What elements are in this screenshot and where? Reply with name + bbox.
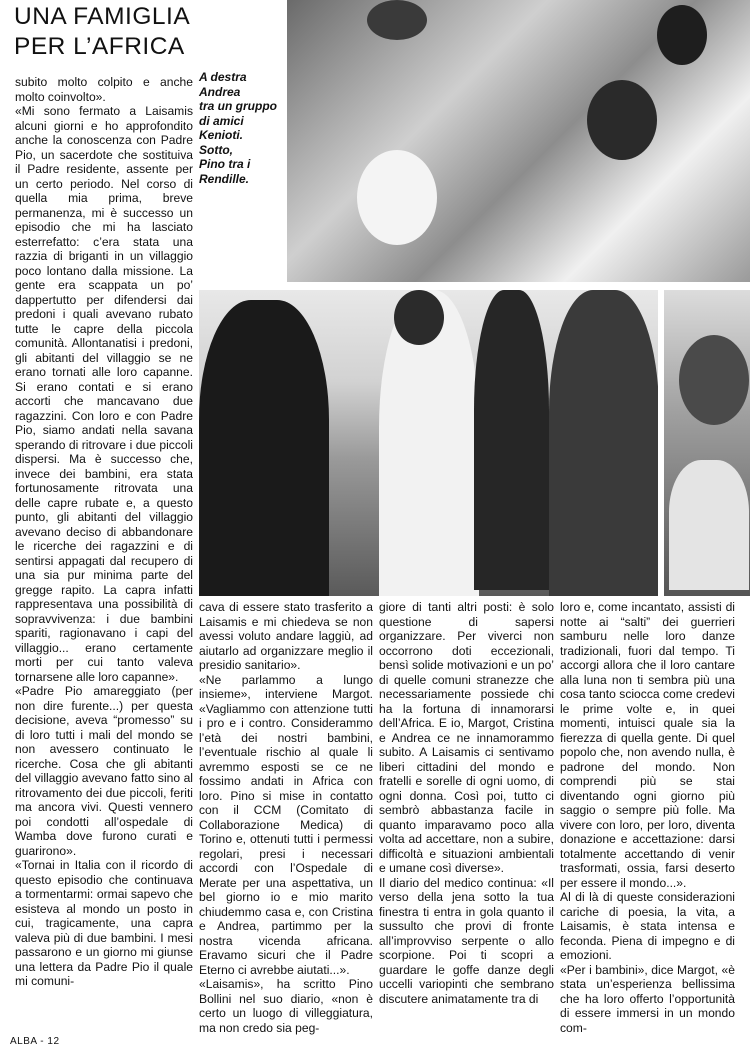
title-line-1: UNA FAMIGLIA — [14, 3, 191, 30]
paragraph: «Tornai in Italia con il ricordo di questo episodio che continuava a tormentarmi: ormai sapevo che esisteva al mondo un posto in cui, tragicamente, una capra valeva più di due bambini. I mesi passarono e un giorno mi giunse una lettera da Padre Pio il quale mi comuni- — [15, 858, 193, 988]
caption-line: Sotto, — [199, 142, 233, 157]
caption-line: A destra — [199, 70, 247, 84]
paragraph: cava di essere stato trasferito a Laisamis e mi chiedeva se non avessi voluto andare laggiù, ad aiutarlo ad organizzare meglio il presidio sanitario». — [199, 600, 373, 672]
article-column-3 — [379, 600, 554, 1006]
paragraph: «Laisamis», ha scritto Pino Bollini nel suo diario, «non è certo un luogo di villeggiatura, ma non credo sia peg- — [199, 977, 373, 1035]
photo-smiling-girl — [664, 290, 750, 596]
paragraph: giore di tanti altri posti: è solo questione di sapersi organizzare. Per viverci non occorrono doti eccezionali, bensì solide motivazioni e un po’ di quelle comuni stranezze che necessariamente possiede chi ha la fortuna di innamorarsi dell’Africa. E io, Margot, Cristina e Andrea ce ne innamorammo subito. A Laisamis ci sentivamo liberi cittadini del mondo e fratelli e sorelle di ogni uomo, di ogni donna. Così poi, tutto ci sembrò abbastanza facile in quanto imparavamo poco alla volta ad accettare, non a subire, difficoltà e situazioni ambientali e umane così diverse». — [379, 600, 554, 875]
caption-line: Kenioti. — [199, 128, 243, 142]
article-title — [14, 2, 282, 62]
page-footer: ALBA - 12 — [10, 1036, 60, 1047]
paragraph: subito molto colpito e anche molto coinvolto». — [15, 75, 193, 104]
paragraph: Al di là di queste considerazioni cariche di poesia, la vita, a Laisamis, è stata intensa e feconda. Piena di impegno e di emozioni. — [560, 890, 735, 962]
article-column-1 — [15, 75, 193, 1020]
photo-andrea-with-kenyan-friends — [287, 0, 750, 282]
paragraph: «Mi sono fermato a Laisamis alcuni giorni e ho approfondito anche la conoscenza con Padre Pio, un sacerdote che sostituiva il Padre residente, assente per un certo periodo. Nel corso di quella mia prima, breve permanenza, mi è successo un episodio che mi ha lasciato esterrefatto: c’era stata una razzia di briganti in un villaggio poco lontano dalla missione. La gente era scappata un po’ dappertutto per difendersi dai predoni i quali avevano rubato tutte le capre della piccola comunità. Allontanatisi i predoni, gli abitanti del villaggio se ne erano tornati alle loro capanne. Si erano contati e si erano accorti che mancavano due ragazzini. Con loro e con Padre Pio, siamo andati nella savana sperando di ritrovare i due piccoli dispersi. Ma è successo che, invece dei bambini, era stata fortunosamente ritrovata una delle capre rubate e, a questo punto, gli abitanti del villaggio avevano deciso di abbandonare le ricerche dei ragazzini e di sentirsi appagati dal recupero di una sia pur minima parte del gregge rapito. La capra infatti rappresentava una possibilità di sopravvivenza: i due bambini spariti, ragionavano i capi del villaggio... erano certamente morti per cui tanto valeva tornarsene alle loro capanne». — [15, 104, 193, 684]
paragraph: Il diario del medico continua: «Il verso della jena sotto la tua finestra ti entra in gola quanto il sussulto che provi di fronte all’improvviso serpente o allo scorpione. Poi ti scopri a guardare le goffe danze degli uccelli variopinti che sembrano discutere animatamente tra di — [379, 875, 554, 1006]
caption-line: Andrea — [199, 84, 241, 99]
paragraph: loro e, come incantato, assisti di notte ai “salti” dei guerrieri samburu nelle loro danze tradizionali, fuori dal tempo. Ti accorgi allora che il loro cantare alla luna non ti sembra più una cosa tanto sciocca come credevi le prime volte e, in quei momenti, intuisci quale sia la fierezza di quella gente. Di quel popolo che, non avendo nulla, è padrone del mondo. Non comprendi più se stai diventando ogni giorno più saggio o sempre più folle. Ma vivere con loro, per loro, diventa donazione e accettazione: darsi totalmente accettando di venir trasformati, ossia, farsi deserto per essere il mondo...». — [560, 600, 735, 890]
caption-line: tra un gruppo — [199, 99, 277, 113]
photo-caption — [199, 70, 281, 186]
paragraph: «Per i bambini», dice Margot, «è stata un’esperienza bellissima che ha loro offerto l’opportunità di essere immersi in un mondo com- — [560, 962, 735, 1035]
caption-line: di amici — [199, 113, 244, 128]
photo-pino-with-rendille — [199, 290, 658, 596]
title-line-2: PER L’AFRICA — [14, 33, 185, 60]
article-column-2 — [199, 600, 373, 1035]
caption-line: Pino tra i — [199, 157, 251, 171]
paragraph: «Padre Pio amareggiato (per non dire furente...) per questa decisione, aveva “promesso” su di loro tutti i mali del mondo se non avessero continuato le ricerche. Cosa che gli abitanti del villaggio avevano fatto sino al ritrovamento dei due piccoli, feriti ma ancora vivi. Questi vennero poi condotti all’ospedale di Wamba dove furono curati e guarirono». — [15, 684, 193, 858]
caption-line: Rendille. — [199, 171, 250, 186]
paragraph: «Ne parlammo a lungo insieme», interviene Margot. «Vagliammo con attenzione tutti i pro e i contro. Considerammo l’età dei nostri bambini, l’eventuale rischio al quale li avremmo esposti se ce ne fossimo andati in Africa con loro. Pino si mise in contatto con il CCM (Comitato di Collaborazione Medica) di Torino e, ottenuti tutti i permessi regolari, presi i necessari accordi con l’Ospedale di Merate per una aspettativa, un bel giorno io e mio marito chiudemmo casa e, con Cristina e Andrea, partimmo per la nostra vicenda africana. Eravamo sicuri che il Padre Eterno ci avrebbe aiutati...». — [199, 672, 373, 977]
article-column-4 — [560, 600, 735, 1035]
